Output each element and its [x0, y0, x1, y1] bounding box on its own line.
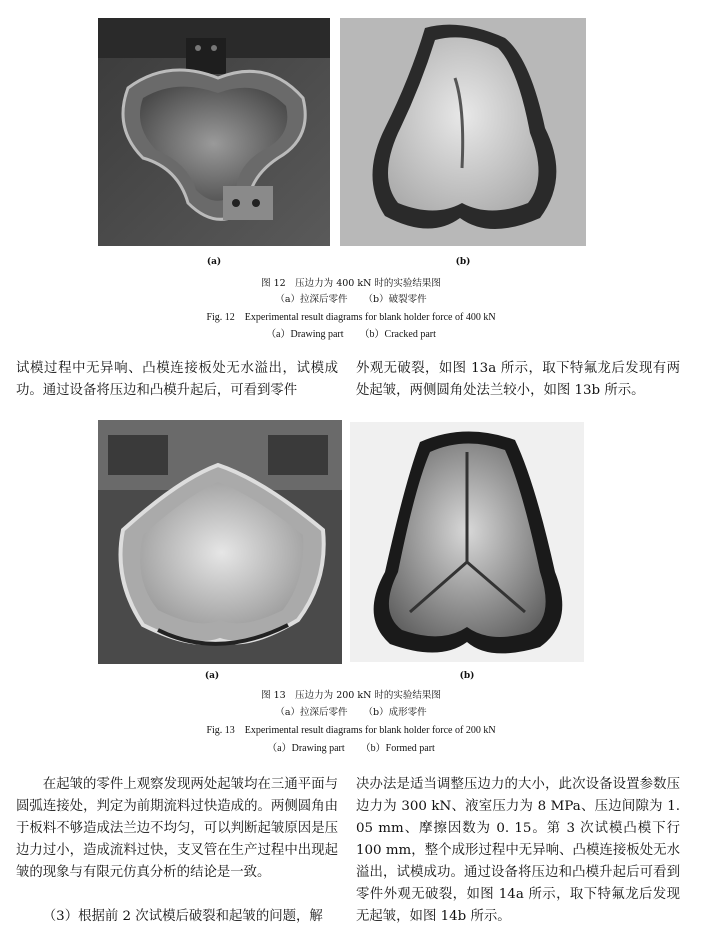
fig12-photo-a — [98, 18, 330, 246]
fig12-label-a: (a) — [206, 257, 222, 267]
fig12-caption-cn: 图 12 压边力为 400 kN 时的实验结果图 — [261, 278, 441, 289]
fig13-photo-a — [98, 420, 342, 664]
text-block-2-left-p2: （3）根据前 2 次试模后破裂和起皱的问题，解 — [42, 909, 323, 924]
fig13-subcaptions-en — [0, 741, 702, 757]
fig13-caption-en: Fig. 13 Experimental result diagrams for blank holder force of 200 kN — [206, 725, 496, 736]
fig13-sub-cn-b: （b）成形零件 — [363, 707, 427, 718]
fig12-subcaptions-cn — [0, 292, 702, 308]
fig12-subcaptions-en — [0, 327, 702, 343]
text-block-2-right-p1: 决办法是适当调整压边力的大小，此次设备设置参数压边力为 300 kN、液室压力为 8 MPa、压边间隙为 1. 05 mm、摩擦因数为 0. 15。第 3 次试模凸模下行 100 mm，整个成形过程中无异响、凸模连接板处无水溢出，试模成功。通过设备将压边和凸模升起后可看到零件外观无破裂，如图 14a 所示，取下特氟龙后发现无起皱，如图 14b 所示。 — [356, 777, 680, 924]
fig12-label-b: (b) — [455, 257, 471, 267]
fig13-caption-cn: 图 13 压边力为 200 kN 时的实验结果图 — [261, 690, 441, 701]
fig12-sub-en-b: （b）Cracked part — [359, 329, 436, 340]
fig13-sub-en-b: （b）Formed part — [360, 743, 435, 754]
fig12-photo-b — [340, 18, 586, 246]
fig13-label-a: (a) — [204, 671, 220, 681]
fig13-sub-cn-a: （a）拉深后零件 — [275, 707, 348, 718]
fig12-sub-cn-a: （a）拉深后零件 — [275, 294, 348, 305]
fig12-sub-en-a: （a）Drawing part — [266, 329, 344, 340]
fig13-photo-b — [350, 422, 584, 662]
text-block-2-left-p1: 在起皱的零件上观察发现两处起皱均在三通平面与圆弧连接处，判定为前期流料过快造成的。两侧圆角由于板料不够造成法兰边不均匀，可以判断起皱原因是压边力过小，造成流料过快，支叉管在生产过程中出现起皱的现象与有限元仿真分析的结论是一致。 — [16, 777, 338, 880]
fig12-sub-cn-b: （b）破裂零件 — [363, 294, 427, 305]
text-block-1-left: 试模过程中无异响、凸模连接板处无水溢出，试模成功。通过设备将压边和凸模升起后，可看到零件 — [16, 361, 338, 398]
fig13-label-b: (b) — [459, 671, 475, 681]
text-block-1-right: 外观无破裂，如图 13a 所示，取下特氟龙后发现有两处起皱，两侧圆角处法兰较小，如图 13b 所示。 — [356, 361, 680, 398]
fig13-subcaptions-cn — [0, 705, 702, 721]
fig12-caption-en: Fig. 12 Experimental result diagrams for blank holder force of 400 kN — [206, 312, 496, 323]
fig13-sub-en-a: （a）Drawing part — [267, 743, 345, 754]
